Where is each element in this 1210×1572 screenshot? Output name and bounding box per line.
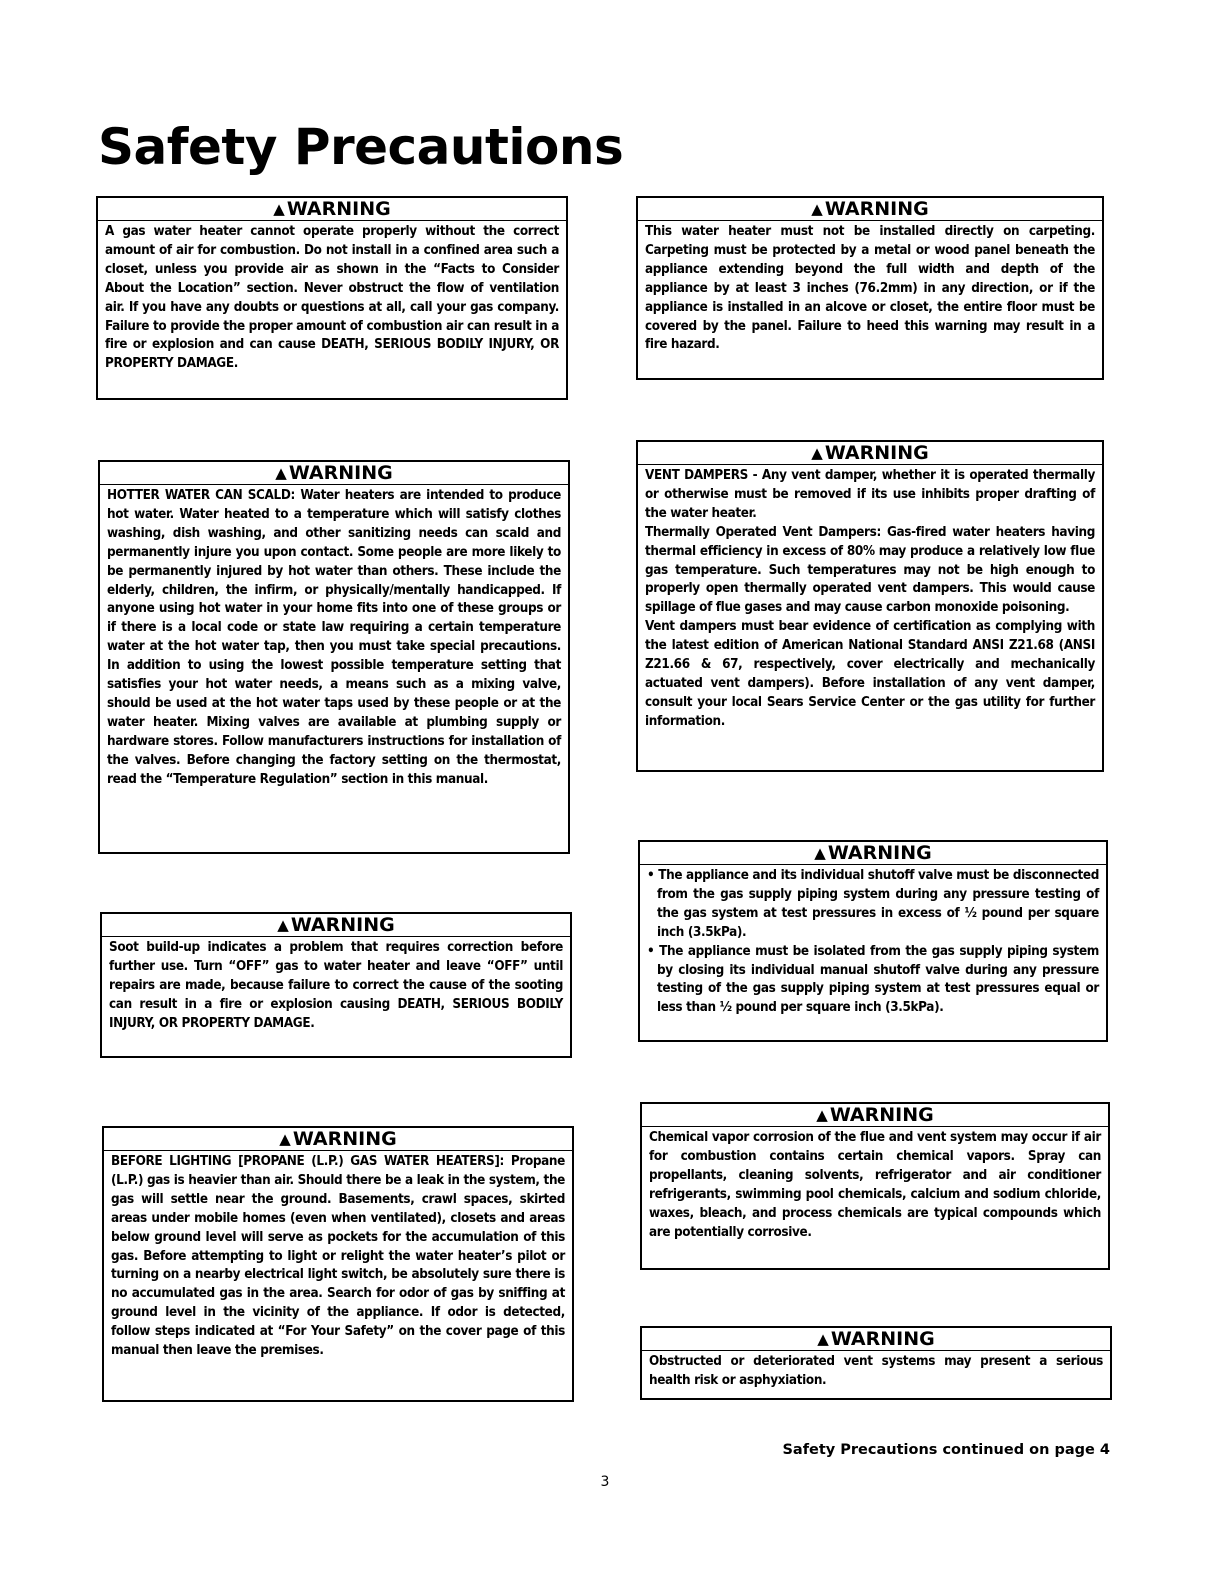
- warning-text: BEFORE LIGHTING [PROPANE (L.P.) GAS WATER HEATERS]: Propane (L.P.) gas is heavier than air. Should there be a leak in the system, the gas will settle near the ground. Basements, crawl spaces, skirted areas under mobile homes (even when ventilated), closets and areas below ground level will serve as pockets for the accumulation of this gas. Before attempting to light or relight the water heater’s pilot or turning on a nearby electrical light switch, be absolutely sure there is no accumulated gas in the area. Search for odor of gas by sniffing at ground level in the vicinity of the appliance. If odor is detected, follow steps indicated at “For Your Safety” on the cover page of this manual then leave the premises.: [111, 1154, 565, 1359]
- warning-heading: WARNING: [824, 442, 929, 464]
- warning-box-pressure-testing: [638, 840, 1108, 1042]
- warning-header: [638, 198, 1102, 221]
- warning-text: Obstructed or deteriorated vent systems may present a serious health risk or asphyxiation.: [649, 1354, 1103, 1388]
- list-item: • The appliance must be isolated from the gas supply piping system by closing its individual manual shutoff valve during any pressure testing of the gas supply piping system at test pressures equal or less than ½ pound per square inch (3.5kPa).: [647, 943, 1099, 1016]
- warning-box-carpeting: [636, 196, 1104, 380]
- warning-box-chemical-vapor: [640, 1102, 1110, 1270]
- warning-triangle-icon: ▲: [279, 1130, 291, 1148]
- warning-box-vent-dampers: [636, 440, 1104, 772]
- warning-triangle-icon: ▲: [275, 464, 287, 482]
- warning-heading: WARNING: [824, 198, 929, 220]
- warning-box-soot: [100, 912, 572, 1058]
- warning-triangle-icon: ▲: [816, 1106, 828, 1124]
- warning-triangle-icon: ▲: [811, 444, 823, 462]
- warning-header: [98, 198, 566, 221]
- warning-header: [100, 462, 568, 485]
- warning-triangle-icon: ▲: [817, 1330, 829, 1348]
- page-title: Safety Precautions: [98, 118, 624, 176]
- warning-heading: WARNING: [288, 462, 393, 484]
- warning-heading: WARNING: [290, 914, 395, 936]
- warning-header: [642, 1328, 1110, 1351]
- warning-header: [638, 442, 1102, 465]
- warning-text: HOTTER WATER CAN SCALD: Water heaters are intended to produce hot water. Water heated to a temperature which will satisfy clothes washing, dish washing, and other sanitizing needs can scald and permanently injure you upon contact. Some people are more likely to be permanently injured by hot water than others. These include the elderly, children, the infirm, or physically/mentally handicapped. If anyone using hot water in your home fits into one of these groups or if there is a local code or state law requiring a certain temperature water at the hot water tap, then you must take special precautions. In addition to using the lowest possible temperature setting that satisfies your hot water needs, a means such as a mixing valve, should be used at the hot water taps used by these people or at the water heater. Mixing valves are available at plumbing supply or hardware stores. Follow manufacturers instructions for installation of the valves. Before changing the factory setting on the thermostat, read the “Temperature Regulation” section in this manual.: [107, 488, 561, 787]
- warning-text: VENT DAMPERS - Any vent damper, whether it is operated thermally or otherwise must be removed if its use inhibits proper drafting of the water heater.: [645, 468, 1095, 521]
- warning-header: [642, 1104, 1108, 1127]
- warning-heading: WARNING: [286, 198, 391, 220]
- warning-header: [104, 1128, 572, 1151]
- warning-heading: WARNING: [830, 1328, 935, 1350]
- continued-note: Safety Precautions continued on page 4: [782, 1442, 1110, 1458]
- warning-box-obstructed-vent: [640, 1326, 1112, 1400]
- warning-text: Vent dampers must bear evidence of certification as complying with the latest edition of American National Standard ANSI Z21.68 (ANSI Z21.66 & 67, respectively, cover electrically and mechanically actuated vent dampers). Before installation of any vent damper, consult your local Sears Service Center or the gas utility for further information.: [645, 619, 1095, 729]
- page-number: 3: [600, 1474, 610, 1490]
- warning-heading: WARNING: [829, 1104, 934, 1126]
- warning-text: Soot build-up indicates a problem that requires correction before further use. Turn “OFF” gas to water heater and leave “OFF” until repairs are made, because failure to correct the cause of the sooting can result in a fire or explosion causing DEATH, SERIOUS BODILY INJURY, OR PROPERTY DAMAGE.: [109, 940, 563, 1031]
- list-item: • The appliance and its individual shutoff valve must be disconnected from the gas supply piping system during any pressure testing of the gas system at test pressures in excess of ½ pound per square inch (3.5kPa).: [647, 868, 1099, 940]
- warning-text: A gas water heater cannot operate properly without the correct amount of air for combustion. Do not install in a confined area such a closet, unless you provide air as shown in the “Facts to Consider About the Location” section. Never obstruct the flow of ventilation air. If you have any doubts or questions at all, call your gas company. Failure to provide the proper amount of combustion air can result in a fire or explosion and can cause DEATH, SERIOUS BODILY INJURY, OR PROPERTY DAMAGE.: [105, 224, 559, 372]
- warning-box-propane: [102, 1126, 574, 1402]
- warning-heading: WARNING: [292, 1128, 397, 1150]
- warning-triangle-icon: ▲: [811, 200, 823, 218]
- warning-text: Thermally Operated Vent Dampers: Gas-fired water heaters having thermal efficiency in excess of 80% may produce a relatively low flue gas temperature. Such temperatures may not be high enough to properly open thermally operated vent dampers. This would cause spillage of flue gases and may cause carbon monoxide poisoning.: [645, 524, 1095, 616]
- warning-header: [640, 842, 1106, 865]
- warning-box-combustion-air: [96, 196, 568, 400]
- warning-heading: WARNING: [827, 842, 932, 864]
- warning-triangle-icon: ▲: [277, 916, 289, 934]
- warning-text: Chemical vapor corrosion of the flue and vent system may occur if air for combustion contains certain chemical vapors. Spray can propellants, cleaning solvents, refrigerator and air conditioner refrigerants, swimming pool chemicals, calcium and sodium chloride, waxes, bleach, and process chemicals are typical compounds which are potentially corrosive.: [649, 1130, 1101, 1240]
- warning-header: [102, 914, 570, 937]
- warning-box-scald: [98, 460, 570, 854]
- warning-triangle-icon: ▲: [814, 844, 826, 862]
- warning-triangle-icon: ▲: [273, 200, 285, 218]
- warning-text: This water heater must not be installed directly on carpeting. Carpeting must be protected by a metal or wood panel beneath the appliance extending beyond the full width and depth of the appliance by at least 3 inches (76.2mm) in any direction, or if the appliance is installed in an alcove or closet, the entire floor must be covered by the panel. Failure to heed this warning may result in a fire hazard.: [645, 224, 1095, 353]
